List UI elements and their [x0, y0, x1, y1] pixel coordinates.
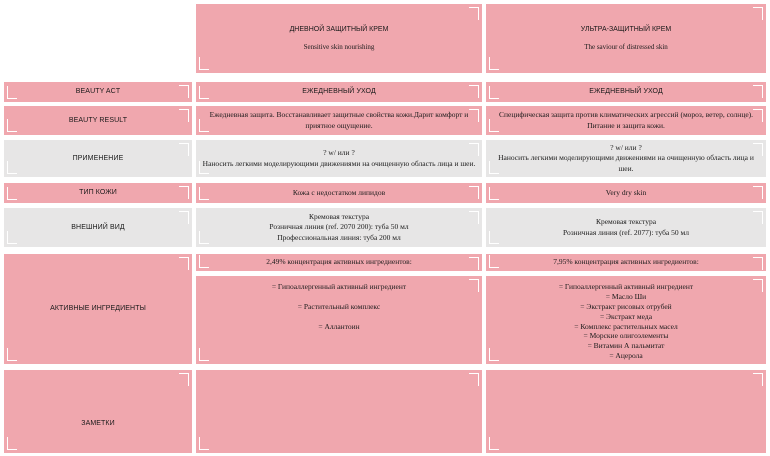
- cell-text: Кожа с недостатком липидов: [292, 187, 386, 197]
- row-label: ТИП КОЖИ: [79, 189, 117, 197]
- notes-col1: [196, 370, 482, 453]
- row-label-notes: [4, 370, 192, 453]
- column-subtitle: The saviour of distressed skin: [584, 43, 668, 51]
- cell-text: ЕЖЕДНЕВНЫЙ УХОД: [302, 88, 376, 96]
- application-col2: [486, 140, 766, 177]
- cell-text: Розничная линия (ref. 2070 200): туба 50 мл: [269, 222, 409, 232]
- list-item: = Экстракт меда: [599, 311, 653, 321]
- active-header-col2: [486, 254, 766, 271]
- cell-text: ? w/ или ?: [323, 148, 355, 158]
- cell-text: Профессиональная линия: туба 200 мл: [277, 232, 401, 242]
- beauty-result-col1: [196, 106, 482, 135]
- row-label: ВНЕШНИЙ ВИД: [71, 223, 125, 231]
- row-label: BEAUTY RESULT: [68, 116, 128, 124]
- list-item: = Гипоаллергенный активный ингредиент: [558, 282, 694, 291]
- beauty-result-col2: [486, 106, 766, 135]
- skin-type-col2: [486, 183, 766, 203]
- column-subtitle: Sensitive skin nourishing: [303, 43, 375, 51]
- cell-text: Наносить легкими моделирующими движениями на очищенную область лица и шеи.: [498, 153, 754, 173]
- list-item: = Масло Ши: [605, 291, 647, 301]
- list-item: = Ацерола: [609, 351, 643, 361]
- row-label: АКТИВНЫЕ ИНГРЕДИЕНТЫ: [50, 305, 146, 313]
- list-item: = Аллантоин: [318, 321, 360, 331]
- row-label: BEAUTY ACT: [75, 88, 121, 96]
- list-item: = Растительный комплекс: [297, 301, 381, 311]
- cell-text: Very dry skin: [605, 187, 647, 197]
- row-label-application: [4, 140, 192, 177]
- appearance-col2: [486, 208, 766, 247]
- row-label-beauty-act: [4, 82, 192, 102]
- list-item: = Морские олигоэлементы: [583, 331, 669, 341]
- cell-text: ЕЖЕДНЕВНЫЙ УХОД: [589, 88, 663, 96]
- row-label-skin-type: [4, 183, 192, 203]
- active-list-col1: [196, 276, 482, 364]
- skin-type-col1: [196, 183, 482, 203]
- notes-col2: [486, 370, 766, 453]
- active-list-col2: [486, 276, 766, 364]
- row-label-appearance: [4, 208, 192, 247]
- beauty-act-col1: [196, 82, 482, 102]
- column-header-day-cream: [196, 4, 482, 73]
- list-item: = Комплекс растительных масел: [574, 321, 678, 331]
- list-item: = Экстракт рисовых отрубей: [580, 301, 672, 311]
- column-title: УЛЬТРА-ЗАЩИТНЫЙ КРЕМ: [580, 25, 672, 33]
- list-item: = Гипоаллергенный активный ингредиент: [271, 282, 407, 291]
- list-item: = Витамин А пальмитат: [587, 341, 665, 351]
- cell-text: Кремовая текстура: [308, 212, 370, 222]
- row-label: ЗАМЕТКИ: [81, 419, 115, 427]
- cell-text: ? w/ или ?: [610, 143, 642, 153]
- column-title: ДНЕВНОЙ ЗАЩИТНЫЙ КРЕМ: [289, 25, 389, 33]
- cell-text: Наносить легкими моделирующими движениями на очищенную область лица и шеи.: [202, 158, 476, 168]
- column-header-ultra-cream: [486, 4, 766, 73]
- row-label-beauty-result: [4, 106, 192, 135]
- cell-text: 7,95% концентрация активных ингредиентов:: [553, 257, 699, 267]
- row-label-active-ingredients: [4, 254, 192, 364]
- appearance-col1: [196, 208, 482, 247]
- row-label: ПРИМЕНЕНИЕ: [72, 154, 124, 162]
- cell-text: Ежедневная защита. Восстанавливает защитные свойства кожи.Дарит комфорт и приятное ощущение.: [209, 110, 469, 130]
- cell-text: 2,49% концентрация активных ингредиентов:: [266, 257, 412, 267]
- beauty-act-col2: [486, 82, 766, 102]
- cell-text: Специфическая защита против климатических агрессий (мороз, ветер, солнце). Питание и защита кожи.: [498, 110, 754, 130]
- cell-text: Розничная линия (ref. 2077): туба 50 мл: [562, 227, 689, 237]
- application-col1: [196, 140, 482, 177]
- active-header-col1: [196, 254, 482, 271]
- cell-text: Кремовая текстура: [595, 217, 657, 227]
